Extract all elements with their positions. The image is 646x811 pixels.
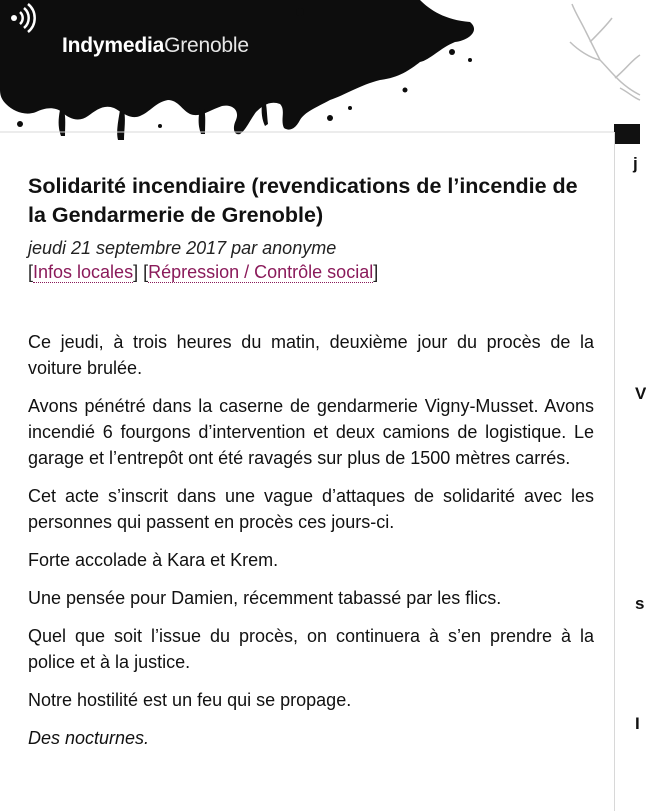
category-link-infos-locales[interactable]: Infos locales (33, 262, 134, 282)
article-title: Solidarité incendiaire (revendications de l’incendie de la Gendarmerie de Grenoble) (28, 174, 578, 227)
article-categories: [Infos locales] [Répression / Contrôle social] (28, 262, 379, 282)
article-paragraph: Avons pénétré dans la caserne de gendarmerie Vigny-Musset. Avons incendié 6 fourgons d’intervention et deux camions de logistique. Le garage et l’entrepôt ont été ravagés sur plus de 1500 mètres carrés. (28, 396, 594, 468)
right-sidebar (614, 132, 646, 811)
article (28, 172, 594, 763)
article-paragraph: Notre hostilité est un feu qui se propage. (28, 690, 352, 710)
sidebar-fragment[interactable]: j (633, 154, 638, 173)
article-signature: Des nocturnes. (28, 728, 150, 748)
broadcast-icon (0, 0, 34, 34)
article-byline: jeudi 21 septembre 2017 par anonyme (28, 238, 337, 258)
article-body (28, 329, 594, 751)
article-paragraph: Cet acte s’inscrit dans une vague d’attaques de solidarité avec les personnes qui passent en procès ces jours-ci. (28, 486, 594, 532)
sidebar-fragment[interactable]: V (635, 384, 646, 403)
site-logo[interactable] (62, 34, 249, 58)
logo-light-text: Grenoble (164, 34, 249, 57)
sidebar-fragment[interactable]: s (635, 594, 645, 613)
ink-splash-banner (0, 0, 640, 140)
sidebar-fragment[interactable]: I (635, 714, 640, 733)
logo-bold-text: Indymedia (62, 34, 165, 57)
category-link-repression[interactable]: Répression / Contrôle social (148, 262, 374, 282)
article-paragraph: Ce jeudi, à trois heures du matin, deuxième jour du procès de la voiture brulée. (28, 332, 594, 378)
article-paragraph: Une pensée pour Damien, récemment tabassé par les flics. (28, 588, 502, 608)
site-header (0, 0, 640, 140)
article-paragraph: Quel que soit l’issue du procès, on continuera à s’en prendre à la police et à la justice. (28, 626, 594, 672)
tree-sketch (570, 4, 640, 100)
article-paragraph: Forte accolade à Kara et Krem. (28, 550, 279, 570)
